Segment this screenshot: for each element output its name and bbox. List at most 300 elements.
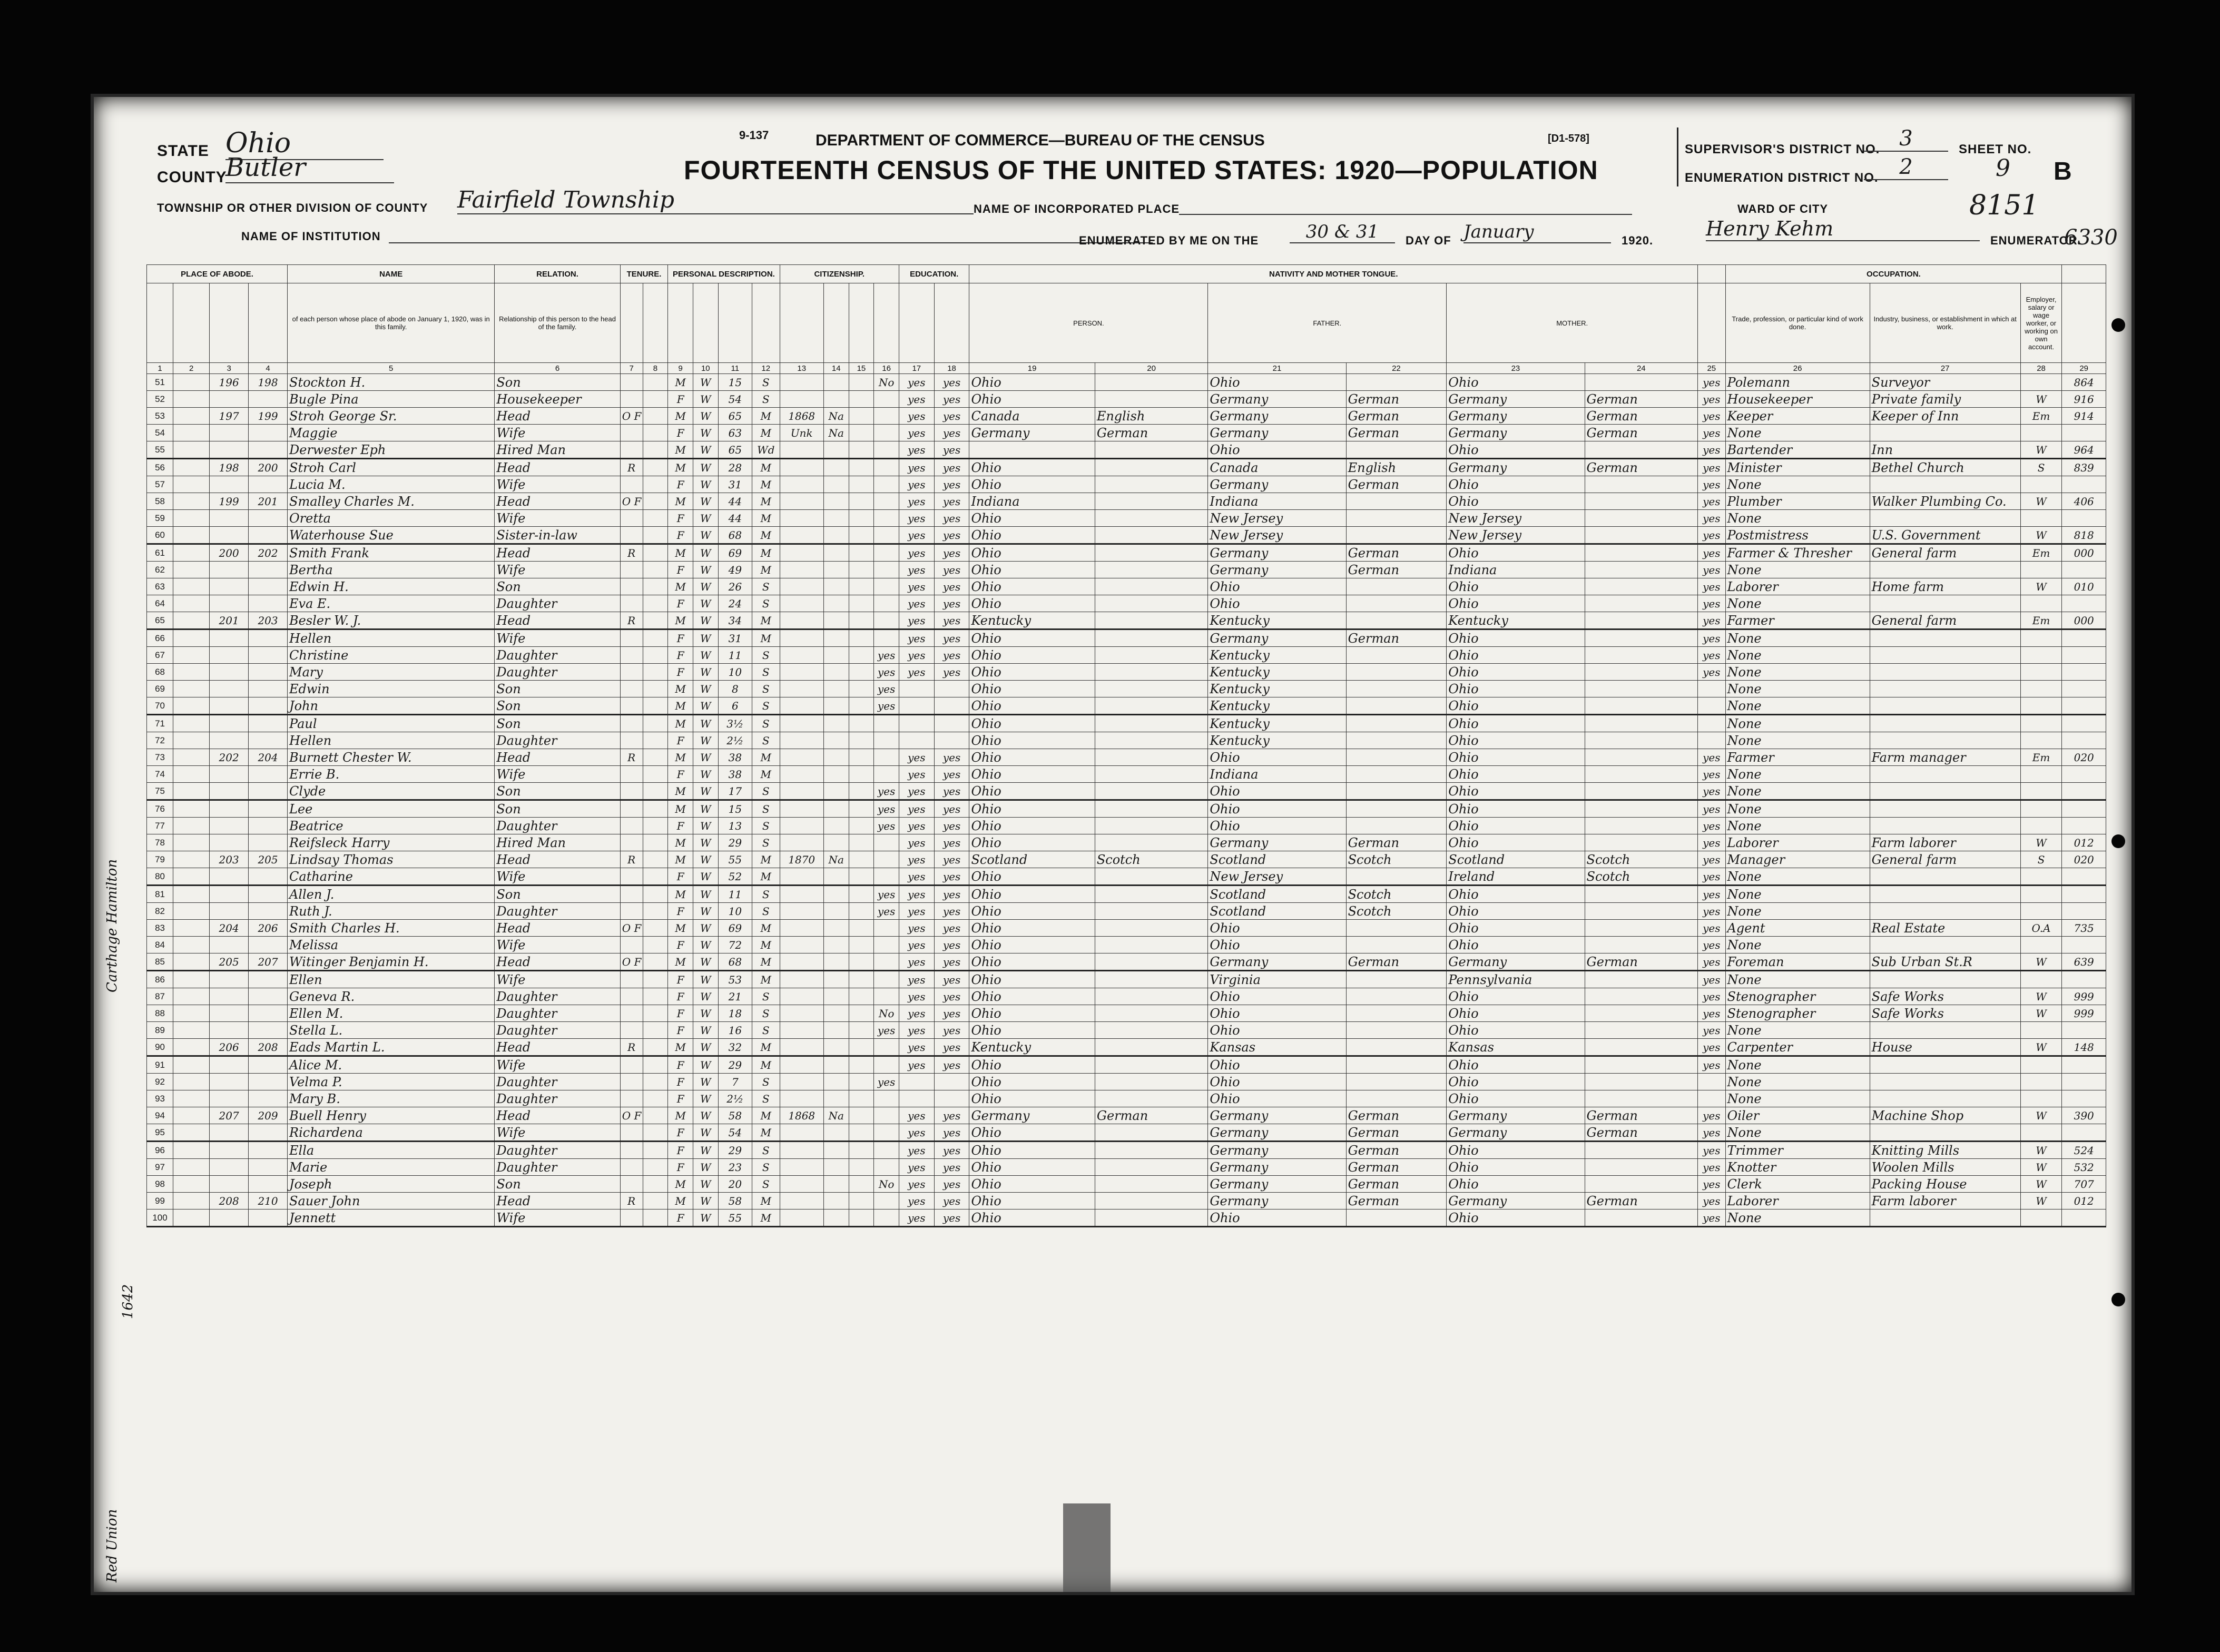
employer-class: W bbox=[2020, 578, 2062, 595]
place-of-birth: Kentucky bbox=[969, 612, 1095, 630]
tenure-owned bbox=[620, 1090, 643, 1107]
can-write: yes bbox=[934, 886, 969, 903]
employer-class bbox=[2020, 595, 2062, 612]
tenure-mortgage bbox=[643, 903, 668, 920]
can-write: yes bbox=[934, 578, 969, 595]
form-code: [D1-578] bbox=[1548, 133, 1589, 144]
can-read: yes bbox=[899, 868, 934, 886]
mother-mother-tongue bbox=[1585, 630, 1698, 647]
street bbox=[173, 681, 210, 697]
attended-school bbox=[874, 851, 899, 868]
tenure-mortgage bbox=[643, 868, 668, 886]
dwelling-number: 206 bbox=[210, 1039, 249, 1056]
mother-mother-tongue bbox=[1585, 1176, 1698, 1193]
father-tongue bbox=[1346, 527, 1447, 544]
mother-mother-tongue: German bbox=[1585, 953, 1698, 971]
mother-birthplace: Ohio bbox=[1447, 783, 1585, 800]
tenure-mortgage bbox=[643, 681, 668, 697]
line-number: 65 bbox=[147, 612, 173, 630]
tenure-mortgage bbox=[643, 612, 668, 630]
person-name: Lee bbox=[288, 800, 495, 818]
attended-school bbox=[874, 988, 899, 1005]
mother-birthplace: Germany bbox=[1447, 408, 1585, 425]
race: W bbox=[693, 681, 718, 697]
place-of-birth: Ohio bbox=[969, 1159, 1095, 1176]
attended-school: yes bbox=[874, 697, 899, 715]
mother-tongue bbox=[1095, 920, 1208, 937]
can-write: yes bbox=[934, 374, 969, 391]
family-number: 204 bbox=[249, 749, 288, 766]
place-of-birth: Ohio bbox=[969, 1210, 1095, 1227]
line-number: 73 bbox=[147, 749, 173, 766]
tenure-mortgage bbox=[643, 578, 668, 595]
speaks-english: yes bbox=[1698, 374, 1725, 391]
place-of-birth: Indiana bbox=[969, 493, 1095, 510]
dwelling-number: 205 bbox=[210, 953, 249, 971]
naturalization-year bbox=[849, 647, 874, 664]
immigration-year bbox=[780, 886, 823, 903]
trade: None bbox=[1725, 783, 1870, 800]
can-write: yes bbox=[934, 971, 969, 988]
mother-birthplace: Indiana bbox=[1447, 562, 1585, 578]
naturalized bbox=[823, 681, 849, 697]
naturalization-year bbox=[849, 1005, 874, 1022]
marital-status: S bbox=[752, 988, 780, 1005]
race: W bbox=[693, 1056, 718, 1074]
place-of-birth: Ohio bbox=[969, 868, 1095, 886]
age: 2½ bbox=[718, 732, 752, 749]
line-number: 59 bbox=[147, 510, 173, 527]
father-tongue bbox=[1346, 732, 1447, 749]
can-write: yes bbox=[934, 818, 969, 834]
tenure-mortgage bbox=[643, 937, 668, 953]
mother-birthplace: Ohio bbox=[1447, 697, 1585, 715]
sex: F bbox=[668, 732, 693, 749]
occupation-code bbox=[2062, 1074, 2106, 1090]
mother-tongue bbox=[1095, 749, 1208, 766]
margin-note-a: Carthage Hamilton bbox=[104, 859, 120, 992]
father-birthplace: Germany bbox=[1208, 630, 1346, 647]
naturalized bbox=[823, 1039, 849, 1056]
naturalized bbox=[823, 1193, 849, 1210]
attended-school bbox=[874, 425, 899, 441]
employer-class: W bbox=[2020, 1142, 2062, 1159]
family-number bbox=[249, 1159, 288, 1176]
tenure-owned: O F bbox=[620, 920, 643, 937]
father-birthplace: Germany bbox=[1208, 562, 1346, 578]
mother-mother-tongue bbox=[1585, 800, 1698, 818]
father-tongue: German bbox=[1346, 630, 1447, 647]
mother-birthplace: Pennsylvania bbox=[1447, 971, 1585, 988]
speaks-english: yes bbox=[1698, 886, 1725, 903]
place-of-birth: Ohio bbox=[969, 630, 1095, 647]
industry bbox=[1870, 681, 2020, 697]
industry: Home farm bbox=[1870, 578, 2020, 595]
father-birthplace: Germany bbox=[1208, 476, 1346, 493]
father-tongue bbox=[1346, 647, 1447, 664]
family-number bbox=[249, 391, 288, 408]
mother-tongue bbox=[1095, 476, 1208, 493]
mother-tongue bbox=[1095, 988, 1208, 1005]
race: W bbox=[693, 459, 718, 476]
place-of-birth: Ohio bbox=[969, 749, 1095, 766]
column-number: 14 bbox=[823, 363, 849, 374]
immigration-year bbox=[780, 391, 823, 408]
column-number: 7 bbox=[620, 363, 643, 374]
age: 63 bbox=[718, 425, 752, 441]
immigration-year bbox=[780, 1056, 823, 1074]
race: W bbox=[693, 647, 718, 664]
tenure-mortgage bbox=[643, 971, 668, 988]
father-tongue bbox=[1346, 818, 1447, 834]
trade: None bbox=[1725, 868, 1870, 886]
marital-status: M bbox=[752, 868, 780, 886]
line-number: 76 bbox=[147, 800, 173, 818]
street bbox=[173, 408, 210, 425]
trade: None bbox=[1725, 903, 1870, 920]
relation: Wife bbox=[495, 1124, 620, 1142]
attended-school: yes bbox=[874, 903, 899, 920]
occupation-code: 964 bbox=[2062, 441, 2106, 459]
line-number: 64 bbox=[147, 595, 173, 612]
age: 16 bbox=[718, 1022, 752, 1039]
mother-birthplace: Ohio bbox=[1447, 766, 1585, 783]
marital-status: M bbox=[752, 630, 780, 647]
sex: F bbox=[668, 595, 693, 612]
family-number bbox=[249, 1005, 288, 1022]
dwelling-number bbox=[210, 971, 249, 988]
speaks-english: yes bbox=[1698, 1107, 1725, 1124]
trade: None bbox=[1725, 1124, 1870, 1142]
naturalized bbox=[823, 562, 849, 578]
can-write: yes bbox=[934, 988, 969, 1005]
mother-birthplace: Ohio bbox=[1447, 715, 1585, 732]
speaks-english: yes bbox=[1698, 510, 1725, 527]
can-write: yes bbox=[934, 425, 969, 441]
tenure-owned bbox=[620, 562, 643, 578]
industry-desc: Industry, business, or establishment in which at work. bbox=[1870, 283, 2020, 363]
can-read: yes bbox=[899, 783, 934, 800]
immigration-year bbox=[780, 953, 823, 971]
father-tongue bbox=[1346, 697, 1447, 715]
line-number: 55 bbox=[147, 441, 173, 459]
can-write: yes bbox=[934, 391, 969, 408]
sex: F bbox=[668, 1124, 693, 1142]
naturalization-year bbox=[849, 1039, 874, 1056]
relation: Daughter bbox=[495, 664, 620, 681]
street bbox=[173, 834, 210, 851]
relation: Daughter bbox=[495, 647, 620, 664]
occupation-code bbox=[2062, 766, 2106, 783]
attended-school bbox=[874, 766, 899, 783]
mother-birthplace: Ohio bbox=[1447, 988, 1585, 1005]
industry: Keeper of Inn bbox=[1870, 408, 2020, 425]
trade: Laborer bbox=[1725, 834, 1870, 851]
father-birthplace: Germany bbox=[1208, 953, 1346, 971]
speaks-english: yes bbox=[1698, 749, 1725, 766]
line-number: 85 bbox=[147, 953, 173, 971]
dwelling-number: 202 bbox=[210, 749, 249, 766]
family-number bbox=[249, 476, 288, 493]
line-number: 77 bbox=[147, 818, 173, 834]
marital-status: S bbox=[752, 800, 780, 818]
occupation-code: 999 bbox=[2062, 988, 2106, 1005]
place-of-birth: Ohio bbox=[969, 1005, 1095, 1022]
mother-mother-tongue bbox=[1585, 697, 1698, 715]
attended-school: yes bbox=[874, 647, 899, 664]
age: 24 bbox=[718, 595, 752, 612]
attended-school bbox=[874, 1210, 899, 1227]
attended-school bbox=[874, 391, 899, 408]
tenure-mortgage bbox=[643, 749, 668, 766]
table-row bbox=[147, 1090, 2106, 1107]
immigration-year bbox=[780, 988, 823, 1005]
attended-school: yes bbox=[874, 886, 899, 903]
attended-school bbox=[874, 578, 899, 595]
trade: None bbox=[1725, 766, 1870, 783]
father-birthplace: Germany bbox=[1208, 1193, 1346, 1210]
marital-status: M bbox=[752, 1210, 780, 1227]
place-of-birth: Ohio bbox=[969, 595, 1095, 612]
naturalization-year bbox=[849, 527, 874, 544]
employer-class bbox=[2020, 647, 2062, 664]
tenure-owned: O F bbox=[620, 1107, 643, 1124]
naturalization-year bbox=[849, 953, 874, 971]
punch-hole-bottom bbox=[2111, 1293, 2125, 1306]
mother-mother-tongue bbox=[1585, 715, 1698, 732]
employer-class: Em bbox=[2020, 544, 2062, 562]
line-number: 86 bbox=[147, 971, 173, 988]
father-birthplace: New Jersey bbox=[1208, 868, 1346, 886]
speaks-english: yes bbox=[1698, 1022, 1725, 1039]
age: 6 bbox=[718, 697, 752, 715]
age: 28 bbox=[718, 459, 752, 476]
father-birthplace: Ohio bbox=[1208, 578, 1346, 595]
can-write: yes bbox=[934, 937, 969, 953]
dwelling-number bbox=[210, 783, 249, 800]
dwelling-number bbox=[210, 732, 249, 749]
mother-tongue bbox=[1095, 783, 1208, 800]
can-write: yes bbox=[934, 408, 969, 425]
naturalized bbox=[823, 493, 849, 510]
speaks-english: yes bbox=[1698, 1159, 1725, 1176]
mother-tongue bbox=[1095, 459, 1208, 476]
tenure-mortgage bbox=[643, 562, 668, 578]
attended-school: No bbox=[874, 1176, 899, 1193]
place-of-birth: Canada bbox=[969, 408, 1095, 425]
father-header: FATHER. bbox=[1208, 283, 1447, 363]
line-number: 83 bbox=[147, 920, 173, 937]
place-of-birth: Ohio bbox=[969, 1090, 1095, 1107]
race: W bbox=[693, 630, 718, 647]
person-name: Bertha bbox=[288, 562, 495, 578]
age: 3½ bbox=[718, 715, 752, 732]
line-number: 80 bbox=[147, 868, 173, 886]
attended-school bbox=[874, 732, 899, 749]
father-birthplace: Ohio bbox=[1208, 1056, 1346, 1074]
father-tongue bbox=[1346, 681, 1447, 697]
race: W bbox=[693, 988, 718, 1005]
family-number bbox=[249, 783, 288, 800]
line-number: 72 bbox=[147, 732, 173, 749]
street bbox=[173, 920, 210, 937]
can-write: yes bbox=[934, 510, 969, 527]
can-write: yes bbox=[934, 612, 969, 630]
mother-tongue: Scotch bbox=[1095, 851, 1208, 868]
marital-status: S bbox=[752, 732, 780, 749]
mother-mother-tongue bbox=[1585, 937, 1698, 953]
line-number: 51 bbox=[147, 374, 173, 391]
industry: U.S. Government bbox=[1870, 527, 2020, 544]
mother-mother-tongue bbox=[1585, 818, 1698, 834]
occupation-header: OCCUPATION. bbox=[1725, 265, 2062, 283]
industry: Surveyor bbox=[1870, 374, 2020, 391]
mother-tongue bbox=[1095, 1005, 1208, 1022]
person-name: Waterhouse Sue bbox=[288, 527, 495, 544]
enumerated-month: January bbox=[1463, 221, 1611, 243]
occupation-code: 735 bbox=[2062, 920, 2106, 937]
sheet-letter: B bbox=[2054, 158, 2072, 185]
institution-line bbox=[389, 242, 1153, 243]
marital-status: S bbox=[752, 1090, 780, 1107]
mother-birthplace: Ohio bbox=[1447, 903, 1585, 920]
father-birthplace: Indiana bbox=[1208, 766, 1346, 783]
sex: F bbox=[668, 527, 693, 544]
race: W bbox=[693, 562, 718, 578]
immigration-year bbox=[780, 544, 823, 562]
can-read: yes bbox=[899, 1022, 934, 1039]
sex: F bbox=[668, 937, 693, 953]
race: W bbox=[693, 937, 718, 953]
employer-class bbox=[2020, 510, 2062, 527]
sex: F bbox=[668, 476, 693, 493]
person-name: Mary B. bbox=[288, 1090, 495, 1107]
father-tongue bbox=[1346, 1005, 1447, 1022]
father-birthplace: Indiana bbox=[1208, 493, 1346, 510]
family-number bbox=[249, 800, 288, 818]
race: W bbox=[693, 578, 718, 595]
race: W bbox=[693, 903, 718, 920]
immigration-year bbox=[780, 630, 823, 647]
father-tongue bbox=[1346, 766, 1447, 783]
marital-status: M bbox=[752, 1056, 780, 1074]
table-row bbox=[147, 544, 2106, 562]
naturalized bbox=[823, 818, 849, 834]
occupation-code bbox=[2062, 425, 2106, 441]
occupation-code: 012 bbox=[2062, 834, 2106, 851]
marital-status: M bbox=[752, 851, 780, 868]
industry bbox=[1870, 800, 2020, 818]
immigration-year bbox=[780, 647, 823, 664]
person-name: Hellen bbox=[288, 630, 495, 647]
attended-school bbox=[874, 1107, 899, 1124]
mother-tongue bbox=[1095, 595, 1208, 612]
tenure-mortgage bbox=[643, 920, 668, 937]
occupation-code: 010 bbox=[2062, 578, 2106, 595]
marital-status: S bbox=[752, 374, 780, 391]
employer-class bbox=[2020, 476, 2062, 493]
mother-mother-tongue bbox=[1585, 783, 1698, 800]
occupation-code: 532 bbox=[2062, 1159, 2106, 1176]
sex: F bbox=[668, 425, 693, 441]
column-number: 16 bbox=[874, 363, 899, 374]
tenure-owned bbox=[620, 1022, 643, 1039]
relation: Wife bbox=[495, 937, 620, 953]
employer-class bbox=[2020, 886, 2062, 903]
mother-mother-tongue bbox=[1585, 886, 1698, 903]
can-write: yes bbox=[934, 1210, 969, 1227]
naturalization-year bbox=[849, 818, 874, 834]
line-number: 63 bbox=[147, 578, 173, 595]
mother-tongue bbox=[1095, 697, 1208, 715]
mother-birthplace: Ohio bbox=[1447, 595, 1585, 612]
street bbox=[173, 1176, 210, 1193]
age: 20 bbox=[718, 1176, 752, 1193]
immigration-year bbox=[780, 783, 823, 800]
immigration-year bbox=[780, 868, 823, 886]
trade: Farmer & Thresher bbox=[1725, 544, 1870, 562]
tenure-owned: R bbox=[620, 749, 643, 766]
person-name: Besler W. J. bbox=[288, 612, 495, 630]
speaks-english: yes bbox=[1698, 544, 1725, 562]
street bbox=[173, 664, 210, 681]
father-tongue bbox=[1346, 868, 1447, 886]
mother-mother-tongue bbox=[1585, 1090, 1698, 1107]
attended-school bbox=[874, 441, 899, 459]
tenure-header: TENURE. bbox=[620, 265, 668, 283]
can-write: yes bbox=[934, 1056, 969, 1074]
race: W bbox=[693, 697, 718, 715]
can-write: yes bbox=[934, 834, 969, 851]
occupation-code bbox=[2062, 800, 2106, 818]
relation: Wife bbox=[495, 1056, 620, 1074]
immigration-year bbox=[780, 818, 823, 834]
naturalization-year bbox=[849, 1193, 874, 1210]
naturalization-year bbox=[849, 783, 874, 800]
street bbox=[173, 1159, 210, 1176]
table-row bbox=[147, 459, 2106, 476]
industry bbox=[1870, 732, 2020, 749]
employer-class bbox=[2020, 374, 2062, 391]
speaks-english: yes bbox=[1698, 630, 1725, 647]
industry: Bethel Church bbox=[1870, 459, 2020, 476]
speaks-english: yes bbox=[1698, 834, 1725, 851]
sex: F bbox=[668, 1074, 693, 1090]
line-number: 68 bbox=[147, 664, 173, 681]
father-birthplace: Scotland bbox=[1208, 851, 1346, 868]
marital-status: M bbox=[752, 425, 780, 441]
can-read: yes bbox=[899, 920, 934, 937]
trade: None bbox=[1725, 1056, 1870, 1074]
person-name: Melissa bbox=[288, 937, 495, 953]
tenure-owned: R bbox=[620, 612, 643, 630]
table-row bbox=[147, 630, 2106, 647]
family-number bbox=[249, 1210, 288, 1227]
trade: Farmer bbox=[1725, 612, 1870, 630]
tenure-owned bbox=[620, 1176, 643, 1193]
line-number: 58 bbox=[147, 493, 173, 510]
mother-mother-tongue bbox=[1585, 510, 1698, 527]
marital-status: M bbox=[752, 1107, 780, 1124]
can-write: yes bbox=[934, 920, 969, 937]
line-number: 99 bbox=[147, 1193, 173, 1210]
dwelling-number bbox=[210, 766, 249, 783]
speaks-english: yes bbox=[1698, 595, 1725, 612]
relation: Head bbox=[495, 1193, 620, 1210]
trade: Oiler bbox=[1725, 1107, 1870, 1124]
sex: F bbox=[668, 1090, 693, 1107]
marital-status: M bbox=[752, 749, 780, 766]
